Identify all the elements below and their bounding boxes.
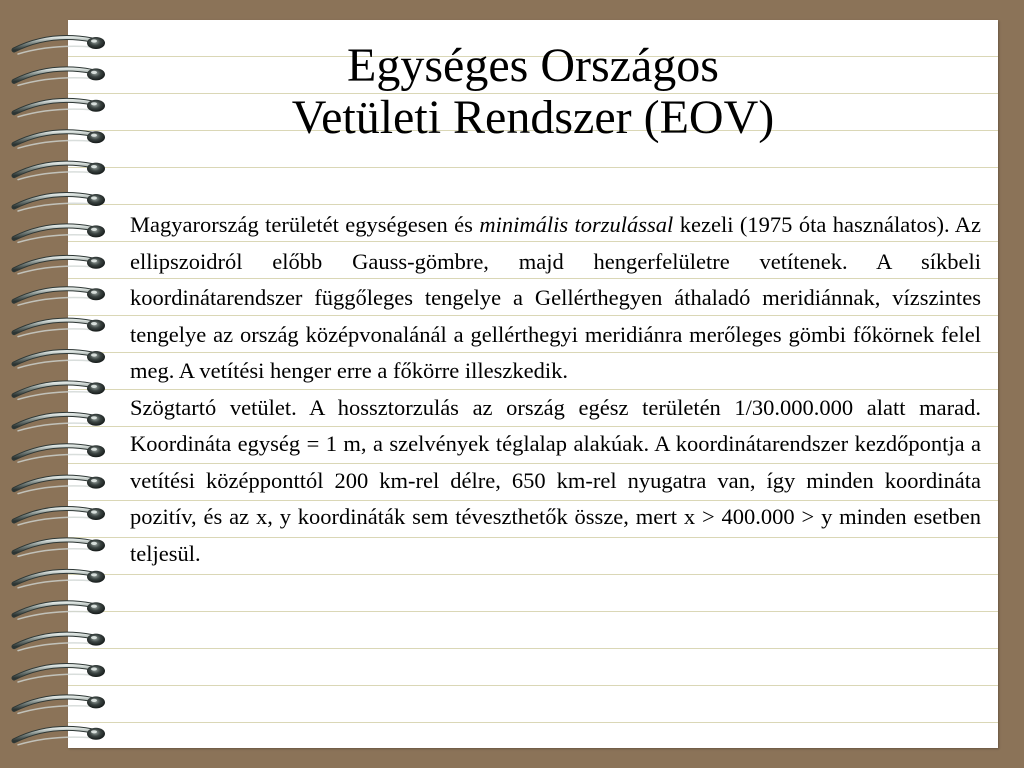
title-line-2: Vetületi Rendszer (EOV) [291, 91, 775, 144]
paragraph-2: Szögtartó vetület. A hossztorzulás az ország egész területén 1/30.000.000 alatt marad. Koordináta egység = 1 m, a szelvények téglalap alakúak. A koordinátarendszer kezdőpontja a vetítési középponttól 200 km-rel délre, 650 km-rel nyugatra van, így minden koordináta pozitív, és az x, y koordináták sem téveszthetők össze, mert x > 400.000 > y minden esetben teljesül. [130, 394, 981, 566]
paragraph-1-emphasis: minimális torzulással [479, 212, 674, 237]
slide-title [68, 40, 998, 144]
paragraph-1-start: Magyarország területét egységesen és [130, 212, 480, 237]
title-line-1: Egységes Országos [347, 39, 719, 92]
slide-body [130, 207, 981, 572]
paragraph-1-end: kezeli (1975 óta használatos). Az ellipszoidról előbb Gauss-gömbre, majd hengerfelületre vetítenek. A síkbeli koordinátarendszer függőleges tengelye a Gellérthegyen áthaladó meridiánnak, vízszintes tengelye az ország középvonalánál a gellérthegyi meridiánra merőleges gömbi főkörnek felel meg. A vetítési henger erre a főkörre illeszkedik. [130, 212, 982, 383]
paragraph-1 [130, 207, 981, 390]
